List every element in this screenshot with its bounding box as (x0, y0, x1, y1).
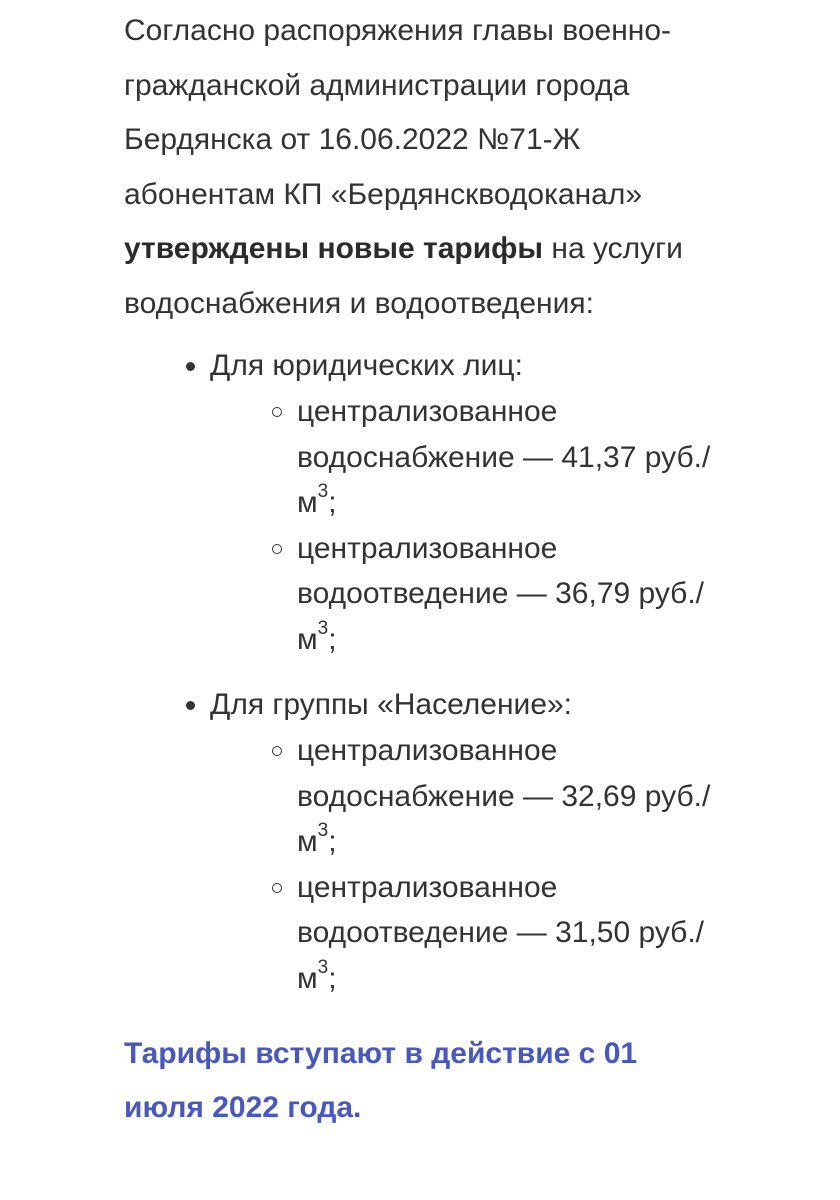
unit-superscript: 3 (317, 956, 329, 978)
effective-date-notice: Тарифы вступают в действие с 01 июля 2022 года. (124, 1037, 638, 1124)
tariff-item (210, 865, 720, 1002)
unit-superscript: 3 (317, 481, 329, 502)
tariff-item-text: централизованное водоснабжение — 32,69 руб./м (297, 734, 711, 858)
bullet-circle-icon (272, 883, 282, 893)
tariff-item-text: централизованное водоснабжение — 41,37 руб./м (297, 395, 711, 519)
group-title: Для группы «Население»: (210, 688, 573, 721)
tariff-item-text: централизованное водоотведение — 36,79 руб./м (297, 531, 705, 656)
tariff-group-population (124, 682, 720, 1001)
tariff-item (210, 526, 720, 663)
tariff-groups-list (124, 343, 720, 1001)
item-end: ; (328, 825, 337, 858)
intro-bold-text: утверждены новые тарифы (124, 232, 544, 265)
tariff-group-legal (124, 343, 720, 662)
bullet-circle-icon (272, 407, 282, 417)
bullet-dot-icon (186, 701, 195, 710)
tariff-items-list (210, 728, 720, 1001)
bullet-dot-icon (186, 362, 195, 371)
group-title: Для юридических лиц: (210, 349, 523, 382)
intro-text: Согласно распоряжения главы военно-гражданской администрации города Бердянска от 16.06.2022 №71-Ж абонентам КП «Бердянскводоканал» (124, 14, 672, 211)
item-end: ; (328, 961, 337, 995)
item-end: ; (328, 622, 337, 656)
article-body (124, 0, 720, 1135)
unit-superscript: 3 (317, 617, 329, 639)
unit-superscript: 3 (317, 820, 329, 841)
tariff-items-list (210, 389, 720, 662)
item-end: ; (328, 486, 337, 519)
intro-paragraph (124, 4, 720, 331)
tariff-item-text: централизованное водоотведение — 31,50 руб./м (297, 870, 705, 995)
bullet-circle-icon (272, 746, 282, 756)
bullet-circle-icon (272, 544, 282, 554)
tariff-item (210, 728, 720, 865)
tariff-item (210, 389, 720, 526)
intro-text-end: на услуги водоснабжения и водоотведения: (124, 232, 683, 320)
